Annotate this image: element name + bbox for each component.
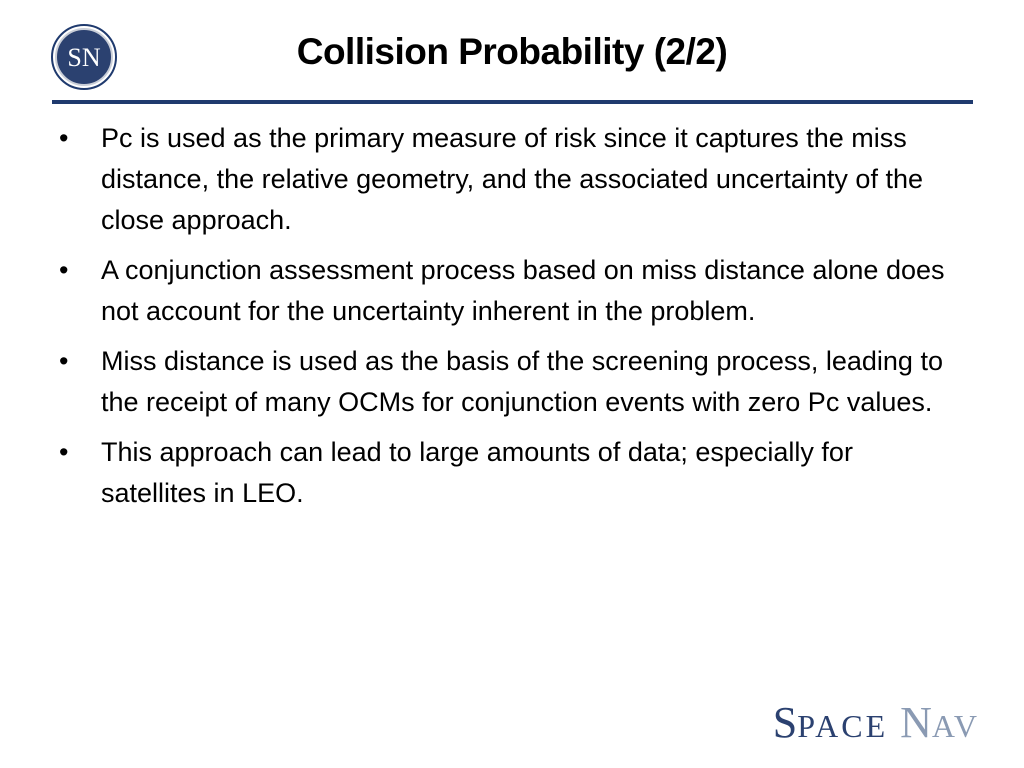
- bullet-icon: •: [59, 123, 69, 153]
- wordmark-n: N: [900, 698, 932, 747]
- bullet-text: A conjunction assessment process based on miss distance alone does not account for the uncertainty inherent in the problem.: [101, 255, 945, 326]
- spacenav-wordmark: [773, 700, 980, 746]
- spacenav-logo-badge: [51, 24, 117, 90]
- bullet-item: [55, 341, 960, 423]
- bullet-item: [55, 250, 960, 332]
- bullet-text: Pc is used as the primary measure of risk since it captures the miss distance, the relative geometry, and the associated uncertainty of the close approach.: [101, 123, 923, 235]
- bullet-item: [55, 432, 960, 514]
- logo-initials: SN: [67, 43, 101, 72]
- bullet-icon: •: [59, 255, 69, 285]
- bullet-text: Miss distance is used as the basis of the screening process, leading to the receipt of many OCMs for conjunction events with zero Pc values.: [101, 346, 943, 417]
- bullet-list: [55, 118, 960, 523]
- bullet-icon: •: [59, 346, 69, 376]
- wordmark-pace: PACE: [797, 708, 889, 744]
- wordmark-s: S: [772, 698, 798, 747]
- wordmark-av: AV: [931, 708, 980, 744]
- bullet-item: [55, 118, 960, 241]
- title-divider: [52, 100, 973, 104]
- bullet-icon: •: [59, 437, 69, 467]
- bullet-text: This approach can lead to large amounts of data; especially for satellites in LEO.: [101, 437, 853, 508]
- slide-title: Collision Probability (2/2): [296, 31, 728, 72]
